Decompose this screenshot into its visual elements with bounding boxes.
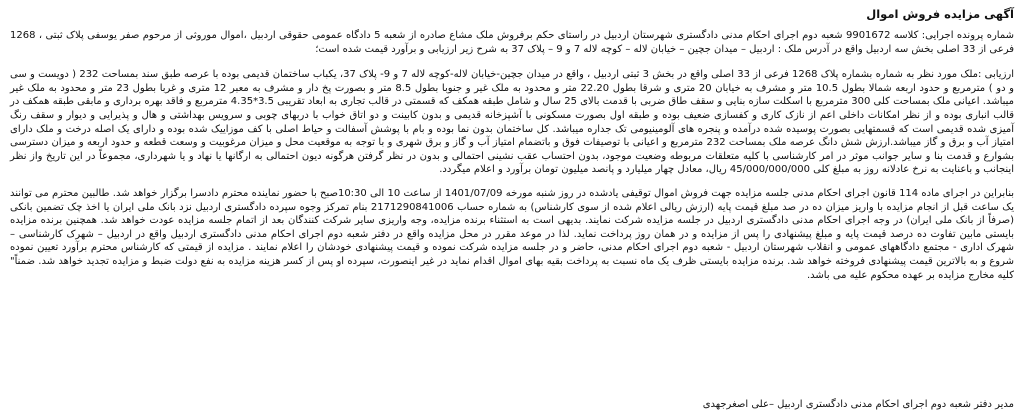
appraisal-paragraph: ارزیابی :ملک مورد نظر به شماره بشماره پلاک 1268 فرعی از 33 اصلی واقع در بخش 3 ثبتی اردبیل ، واقع در میدان جچین-خیابان لاله-کوچه لاله 7 و 9- پلاک 37، یکباب ساختمان قدیمی بوده با عرصه طبق سند بمساحت 232 ( دویست و سی و دو ) مترمربع و حدود اربعه شمالا بطول 10.5 متر و مشرف به خیابان 20 متری و شرقا بطول 22.20 متر و محدود به ملک غیر و جنوبا بطول 8.5 متر و بصورت پخ دار و مشرف به معبر 12 متری و غربا بطول 23 متر و محدود به ملک غیر میباشد. اعیانی ملک بمساحت کلی 300 مترمربع با اسکلت سازه بنایی و سقف طاق ضربی با قدمت بالای 25 سال و شامل طبقه همکف که قسمتی در قالب تجاری به ابعاد تقریبی 3.5*4.35 مترمربع و فاقد بهره برداری و مابقی طبقه همکف در قالب انباری بوده و از نظر امکانات داخلی اعم از نازک کاری و کفسازی ضعیف بوده و طبقه اول بصورت مسکونی با آشپزخانه قدیمی و بدون کابینت و دو اتاق خواب با دربهای چوبی و سرویس بهداشتی و هال و پذیرایی و دیوار و سقف رنگ آمیزی شده قدیمی است که قسمتهایی بصورت پوسیده شده درآمده و پنجره های آلومینیومی تک جداره میباشد. کل ساختمان بدون نما بوده و بام با پوشش آسفالت و حیاط اصلی با کف موزاییک شده بوده و دارای یک اصله درخت و ملک دارای امتیاز آب و برق و گاز میباشد.ارزش شش دانگ عرصه ملک بمساحت 232 مترمربع و اعیانی با توصیفات فوق و باتضمام امتیاز آب و گاز و برق شهری و با توجه به موقعیت محل و میزان مرغوبیت و وسعت قطعه و حدود اربعه و میزان دسترسی بشوارع و قدمت بنا و سایر جوانب موثر در امر کارشناسی با کلیه متعلقات مربوطه وضعیت موجود، بدون احتساب عقب نشینی احتمالی و بدون در نظر گرفتن هرگونه دیون احتمالی به ارگانها یا نهاد و یا شهرداری، مجموعاً در این تاریخ واز نظر اینجانب و باعنایت به نرخ عادلانه روز به مبلغ کلی 45/000/000/000 ریال، معادل چهار میلیارد و پانصد میلیون تومان برآورد و اعلام میگردد.: [10, 69, 1015, 176]
notice-title: آگهی مزایده فروش اموال: [866, 7, 1014, 21]
signature-line: مدیر دفتر شعبه دوم اجرای احکام مدنی دادگستری اردبیل –علی اصغرجهدی: [702, 399, 1014, 410]
auction-terms-paragraph: بنابراین در اجرای ماده 114 قانون اجرای احکام مدنی جلسه مزایده جهت فروش اموال توقیفی یادشده در روز شنبه مورخه 1401/07/09 از ساعت 10 الی 10:30صبح با حضور نماینده محترم دادسرا برگزار خواهد شد. طالبین محترم می توانند یک ساعت قبل از انجام مزایده با واریز میزان ده در صد مبلغ قیمت پایه (ارزش ریالی اعلام شده از سوی کارشناس) به شماره حساب 2171290841006 بنام تمرکز وجوه سپرده دادگستری اردبیل نزد بانک ملی ایران یا اخذ چک تضمین بانکی (صرفاً از بانک ملی ایران) در وجه اجرای احکام مدنی دادگستری اردبیل در جلسه مزایده شرکت نمایند. بدیهی است به استثناء برنده مزایده، وجه واریزی سایر شرکت کنندگان بعد از اتمام جلسه مزایده عودت خواهد شد. همچنین برنده مزایده بایستی مابین تفاوت ده درصد قیمت پایه و مبلغ پیشنهادی را پس از مزایده و در همان روز پرداخت نماید. لذا در موعد مقرر در محل مزایده واقع در دفتر شعبه دوم اجرای احکام مدنی دادگستری اردبیل واقع در اردبیل – شهرک کارشناسی – شهرک اداری - مجتمع دادگاههای عمومی و انقلاب شهرستان اردبیل - شعبه دوم اجرای احکام مدنی، حاضر و در جلسه مزایده شرکت نموده و قیمت پیشنهادی خودشان را اعلام نمایند . مزایده از قیمتی که کارشناس محترم برآورد تعیین نموده شروع و به بالاترین قیمت پیشنهادی فروخته خواهد شد. برنده مزایده بایستی ظرف یک ماه نسبت به پرداخت بقیه بهای اموال اقدام نماید در غیر اینصورت، سپرده او پس از کسر هزینه مزایده به نفع دولت ضبط و مزایده تجدید خواهد شد. ضمناً" کلیه مخارج مزایده بر عهده محکوم علیه می باشد.: [10, 187, 1014, 281]
case-paragraph: شماره پرونده اجرایی: کلاسه 9901672 شعبه دوم اجرای احکام مدنی دادگستری شهرستان اردبیل در راستای حکم برفروش ملک مشاع صادره از شعبه 5 دادگاه عمومی حقوقی اردبیل ،اموال موروثی از مرحوم صفر یوسفی پلاک ثبتی ، 1268 فرعی از 33 اصلی بخش سه اردبیل واقع در آدرس ملک : اردبیل – میدان جچین – خیابان لاله – کوچه لاله 7 و 9 – پلاک 37 به شرح زیر ارزیابی و برآورد قیمت شده است؛: [10, 30, 1014, 55]
